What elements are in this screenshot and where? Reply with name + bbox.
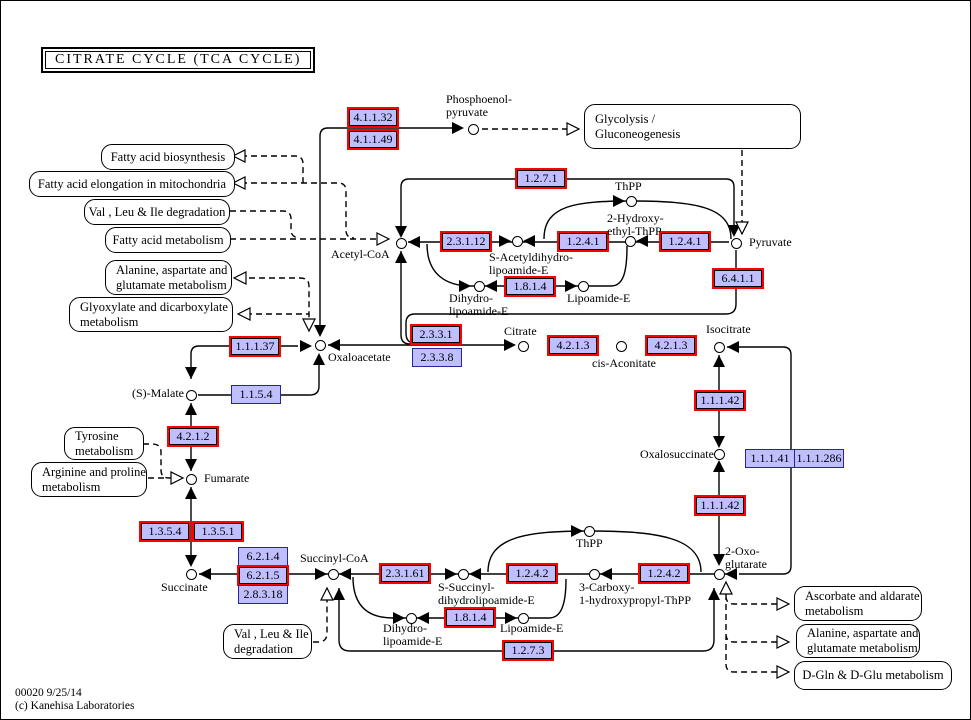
compound-node-thpp-bottom[interactable]: [584, 526, 595, 537]
compound-node-s-succinyl-dihydrolipoamide-e[interactable]: [458, 569, 469, 580]
enzyme-box-1.2.4.2[interactable]: 1.2.4.2: [506, 563, 558, 584]
compound-label-cis-aconitate: cis-Aconitate: [592, 356, 656, 370]
enzyme-box-1.1.1.42[interactable]: 1.1.1.42: [694, 495, 746, 516]
line-1271-loop: [401, 179, 734, 226]
compound-label-succinyl-coa: Succinyl-CoA: [300, 551, 369, 565]
compound-label-fumarate: Fumarate: [204, 471, 250, 485]
enzyme-box-4.2.1.3[interactable]: 4.2.1.3: [547, 335, 599, 356]
compound-node-pyruvate[interactable]: [731, 238, 742, 249]
compound-label-dihydro-lipoamide-e-bottom: Dihydro- lipoamide-E: [383, 621, 443, 648]
pathway-box-fatty-acid-metabolism[interactable]: Fatty acid metabolism: [105, 227, 231, 253]
enzyme-box-2.3.3.8[interactable]: 2.3.3.8: [412, 348, 462, 367]
enzyme-box-1.8.1.4[interactable]: 1.8.1.4: [444, 607, 496, 628]
compound-node-isocitrate[interactable]: [714, 342, 725, 353]
enzyme-box-4.2.1.2[interactable]: 4.2.1.2: [167, 426, 219, 447]
compound-label-dihydro-lipoamide-e-top: Dihydro- lipoamide-E: [449, 291, 509, 318]
enzyme-box-1.8.1.4[interactable]: 1.8.1.4: [504, 276, 556, 297]
map-id-text: 00020 9/25/14: [15, 687, 82, 699]
dash-fa-biosynthesis: [241, 156, 303, 183]
pathway-box-val-leu-ile-degradation-top[interactable]: Val , Leu & Ile degradation: [84, 199, 230, 225]
pathway-box-d-gln-d-glu-metabolism[interactable]: D-Gln & D-Glu metabolism: [794, 661, 952, 690]
compound-node-fumarate[interactable]: [186, 474, 197, 485]
compound-label-thpp-top: ThPP: [615, 179, 642, 193]
compound-node-succinate[interactable]: [186, 569, 197, 580]
compound-label-s-malate: (S)-Malate: [132, 386, 184, 400]
pathway-box-glycolysis[interactable]: Glycolysis / Gluconeogenesis: [584, 104, 801, 149]
enzyme-box-1.2.4.1[interactable]: 1.2.4.1: [557, 231, 609, 252]
compound-label-2-hydroxy-ethyl-thpp: 2-Hydroxy- ethyl-ThPP: [607, 211, 664, 238]
enzyme-box-4.2.1.3[interactable]: 4.2.1.3: [645, 335, 697, 356]
pathway-box-arginine-proline-metabolism[interactable]: Arginine and proline metabolism: [31, 462, 147, 497]
enzyme-box-1.1.5.4[interactable]: 1.1.5.4: [231, 385, 281, 404]
compound-label-thpp-bottom: ThPP: [576, 536, 603, 550]
compound-node-citrate[interactable]: [518, 341, 529, 352]
pathway-box-ascorbate-aldarate-metabolism[interactable]: Ascorbate and aldarate metabolism: [794, 586, 922, 621]
line-oaa-to-pep: [320, 128, 452, 327]
copyright-text: (c) Kanehisa Laboratories: [15, 700, 135, 712]
map-title: CITRATE CYCLE (TCA CYCLE): [41, 47, 315, 73]
compound-label-3-carboxy-1-hydroxypropyl-thpp: 3-Carboxy- 1-hydroxypropyl-ThPP: [579, 580, 691, 607]
compound-label-pyruvate: Pyruvate: [749, 235, 792, 249]
enzyme-box-1.2.4.1[interactable]: 1.2.4.1: [659, 231, 711, 252]
compound-label-2-oxo-glutarate: 2-Oxo- glutarate: [725, 544, 767, 571]
compound-label-s-succinyl-dihydrolipoamide-e: S-Succinyl- dihydrolipoamide-E: [438, 580, 535, 607]
enzyme-box-1.1.1.42[interactable]: 1.1.1.42: [694, 390, 746, 411]
enzyme-box-1.2.4.2[interactable]: 1.2.4.2: [638, 563, 690, 584]
compound-node-cis-aconitate[interactable]: [616, 341, 627, 352]
enzyme-box-1.2.7.3[interactable]: 1.2.7.3: [502, 640, 554, 661]
compound-label-oxaloacetate: Oxaloacetate: [328, 350, 391, 364]
compound-node-3-carboxy-1-hydroxypropyl-thpp[interactable]: [589, 569, 600, 580]
dash-2oxo-right-links: [726, 594, 777, 672]
pathway-box-glyoxylate-dicarboxylate[interactable]: Glyoxylate and dicarboxylate metabolism: [69, 297, 233, 332]
pathway-box-val-leu-ile-degradation-bottom[interactable]: Val , Leu & Ile degradation: [223, 624, 312, 659]
enzyme-box-2.3.1.12[interactable]: 2.3.1.12: [440, 231, 492, 252]
dash-val-bottom: [313, 600, 327, 642]
compound-label-phosphoenolpyruvate: Phosphoenol- pyruvate: [446, 92, 512, 119]
enzyme-box-6.4.1.1[interactable]: 6.4.1.1: [712, 268, 764, 289]
enzyme-box-1.3.5.1[interactable]: 1.3.5.1: [192, 521, 244, 542]
enzyme-box-2.3.3.1[interactable]: 2.3.3.1: [410, 324, 462, 345]
pathway-box-alanine-aspartate-glutamate-right[interactable]: Alanine, aspartate and glutamate metabolism: [796, 624, 920, 658]
compound-node-thpp-top[interactable]: [626, 196, 637, 207]
compound-node-lipoamide-e-top[interactable]: [578, 281, 589, 292]
compound-node-s-malate[interactable]: [186, 390, 197, 401]
compound-label-succinate: Succinate: [161, 580, 208, 594]
compound-node-s-acetyldihydro-lipoamide-e[interactable]: [512, 236, 523, 247]
enzyme-box-4.1.1.32[interactable]: 4.1.1.32: [347, 107, 399, 128]
enzyme-box-1.1.1.286[interactable]: 1.1.1.286: [794, 449, 844, 468]
compound-node-succinyl-coa[interactable]: [328, 569, 339, 580]
pathway-box-alanine-aspartate-glutamate-left[interactable]: Alanine, aspartate and glutamate metabolism: [105, 260, 232, 295]
enzyme-box-1.2.7.1[interactable]: 1.2.7.1: [515, 168, 567, 189]
enzyme-box-2.8.3.18[interactable]: 2.8.3.18: [238, 585, 288, 604]
compound-node-oxalosuccinate[interactable]: [714, 449, 725, 460]
compound-label-s-acetyldihydro-lipoamide-e: S-Acetyldihydro- lipoamide-E: [489, 250, 573, 277]
dash-fa-elongation: [241, 183, 354, 238]
pathway-box-fatty-acid-elongation[interactable]: Fatty acid elongation in mitochondria: [29, 171, 235, 197]
enzyme-box-6.2.1.4[interactable]: 6.2.1.4: [238, 547, 288, 566]
enzyme-box-1.1.1.37[interactable]: 1.1.1.37: [229, 336, 281, 357]
compound-node-dihydro-lipoamide-e-top[interactable]: [474, 281, 485, 292]
compound-label-oxalosuccinate: Oxalosuccinate: [640, 447, 714, 461]
compound-label-acetyl-coa: Acetyl-CoA: [331, 247, 390, 261]
compound-node-oxaloacetate[interactable]: [315, 340, 326, 351]
dash-val-top: [230, 211, 299, 238]
pathway-box-tyrosine-metabolism[interactable]: Tyrosine metabolism: [64, 427, 144, 460]
compound-label-lipoamide-e-top: Lipoamide-E: [567, 291, 631, 305]
enzyme-box-4.1.1.49[interactable]: 4.1.1.49: [347, 129, 399, 150]
compound-label-isocitrate: Isocitrate: [706, 322, 751, 336]
enzyme-box-2.3.1.61[interactable]: 2.3.1.61: [379, 563, 431, 584]
enzyme-box-1.1.1.41[interactable]: 1.1.1.41: [745, 449, 795, 468]
compound-node-phosphoenolpyruvate[interactable]: [468, 124, 479, 135]
compound-node-2-oxoglutarate[interactable]: [714, 569, 725, 580]
compound-label-citrate: Citrate: [504, 324, 537, 338]
enzyme-box-1.3.5.4[interactable]: 1.3.5.4: [139, 521, 191, 542]
compound-label-lipoamide-e-bottom: Lipoamide-E: [500, 621, 564, 635]
enzyme-box-6.2.1.5[interactable]: 6.2.1.5: [237, 565, 289, 586]
pathway-box-fatty-acid-biosynthesis[interactable]: Fatty acid biosynthesis: [101, 144, 235, 170]
dash-tyrosine-arginine: [143, 444, 171, 478]
compound-node-acetyl-coa[interactable]: [396, 238, 407, 249]
